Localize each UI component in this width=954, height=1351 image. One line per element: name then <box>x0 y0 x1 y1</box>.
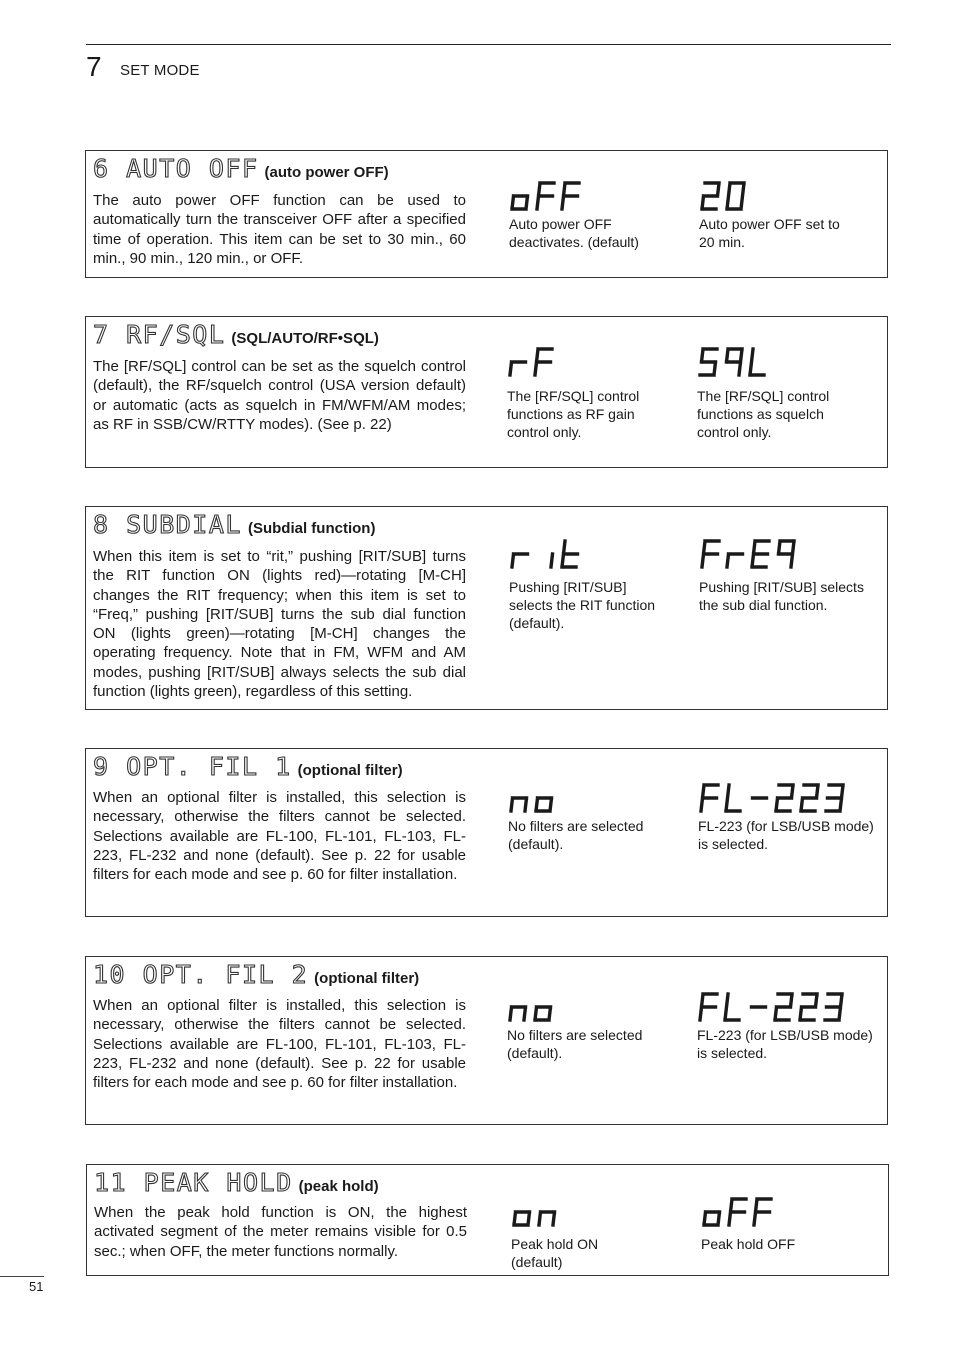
option-1 <box>507 990 697 1062</box>
chapter-title: SET MODE <box>120 62 200 79</box>
page-number-rule <box>0 1276 44 1277</box>
lcd-title: 9 OPT. FIL 1 <box>93 752 292 781</box>
lcd-title: 10 OPT. FIL 2 <box>93 960 309 989</box>
option-1 <box>509 537 699 632</box>
section-description: When an optional filter is installed, this selection is necessary, otherwise the filters cannot be selected. Selections available are FL-100, FL-101, FL-103, FL-223, FL-232 and none (default). See p. 22 for usable filters for each mode and see p. 60 for filter installation. <box>93 997 466 1092</box>
lcd-display <box>508 781 698 817</box>
option-2 <box>699 537 889 614</box>
option-2 <box>699 179 889 251</box>
section-subtitle: (peak hold) <box>298 1178 379 1195</box>
section-description: When the peak hold function is ON, the highest activated segment of the meter remains visible for 0.5 sec.; when OFF, the meter functions normally. <box>94 1204 467 1260</box>
section-description: The auto power OFF function can be used to automatically turn the transceiver OFF after a specified time of operation. This item can be set to 30 min., 60 min., 90 min., 120 min., or OFF. <box>93 192 466 267</box>
section-heading <box>93 320 379 349</box>
option-caption: Peak hold OFF <box>701 1236 796 1252</box>
lcd-display <box>509 179 699 215</box>
section-heading <box>93 154 389 183</box>
lcd-display <box>699 179 889 215</box>
option-1 <box>509 179 699 251</box>
section-subtitle: (Subdial function) <box>247 520 376 537</box>
lcd-display <box>507 990 697 1026</box>
header-rule <box>86 44 891 45</box>
page-number: 51 <box>29 1279 44 1294</box>
option-2 <box>701 1195 891 1253</box>
option-2 <box>697 990 887 1062</box>
section-subdial <box>85 506 888 710</box>
lcd-title: 6 AUTO OFF <box>93 154 259 183</box>
option-caption: Peak hold ON (default) <box>511 1236 599 1270</box>
option-caption: The [RF/SQL] control functions as RF gain control only. <box>507 388 640 440</box>
section-heading <box>93 752 403 781</box>
lcd-display <box>511 1195 701 1231</box>
lcd-display <box>697 345 887 381</box>
chapter-number: 7 <box>86 51 102 82</box>
option-1 <box>507 345 697 441</box>
section-description: When an optional filter is installed, this selection is necessary, otherwise the filters cannot be selected. Selections available are FL-100, FL-101, FL-103, FL-223, FL-232 and none (default). See p. 22 for usable filters for each mode and see p. 60 for filter installation. <box>93 789 466 884</box>
lcd-display <box>507 345 697 381</box>
section-heading <box>93 510 375 539</box>
section-description: The [RF/SQL] control can be set as the squelch control (default), the RF/squelch control (USA version default) or automatic (acts as squelch in FM/WFM/AM modes; as RF in SSB/CW/RTTY modes). (See p. 22) <box>93 358 466 433</box>
option-caption: No filters are selected (default). <box>508 818 644 852</box>
option-1 <box>511 1195 701 1271</box>
lcd-display <box>701 1195 891 1231</box>
lcd-title: 11 PEAK HOLD <box>94 1168 293 1197</box>
option-caption: Auto power OFF set to 20 min. <box>699 216 840 250</box>
option-caption: No filters are selected (default). <box>507 1027 643 1061</box>
option-caption: Pushing [RIT/SUB] selects the RIT function (default). <box>509 579 656 631</box>
lcd-title: 8 SUBDIAL <box>93 510 242 539</box>
option-caption: The [RF/SQL] control functions as squelch control only. <box>697 388 830 440</box>
section-heading <box>93 960 419 989</box>
section-opt-fil-1 <box>85 748 888 917</box>
option-2 <box>697 345 887 441</box>
section-subtitle: (optional filter) <box>297 762 403 779</box>
option-caption: FL-223 (for LSB/USB mode) is selected. <box>697 1027 873 1061</box>
lcd-display <box>697 990 887 1026</box>
option-caption: Auto power OFF deactivates. (default) <box>509 216 639 250</box>
section-opt-fil-2 <box>85 956 888 1125</box>
section-subtitle: (auto power OFF) <box>264 164 389 181</box>
section-peak-hold <box>86 1164 889 1276</box>
option-caption: FL-223 (for LSB/USB mode) is selected. <box>698 818 874 852</box>
lcd-display <box>509 537 699 573</box>
section-subtitle: (SQL/AUTO/RF•SQL) <box>231 330 379 347</box>
section-subtitle: (optional filter) <box>314 970 420 987</box>
lcd-display <box>699 537 889 573</box>
lcd-display <box>698 781 888 817</box>
option-1 <box>508 781 698 853</box>
option-caption: Pushing [RIT/SUB] selects the sub dial function. <box>699 579 864 613</box>
section-heading <box>94 1168 379 1197</box>
option-2 <box>698 781 888 853</box>
lcd-title: 7 RF/SQL <box>93 320 226 349</box>
section-rf-sql <box>85 316 888 468</box>
section-description: When this item is set to “rit,” pushing [RIT/SUB] turns the RIT function ON (lights red)—rotating [M-CH] changes the RIT frequency; when this item is set to “Freq,” pushing [RIT/SUB] turns the sub dial function ON (lights green)—rotating [M-CH] changes the operating frequency. Note that in FM, WFM and AM modes, pushing [RIT/SUB] always selects the sub dial function (lights green), regardless of this setting. <box>93 548 466 701</box>
section-auto-off <box>85 150 888 278</box>
